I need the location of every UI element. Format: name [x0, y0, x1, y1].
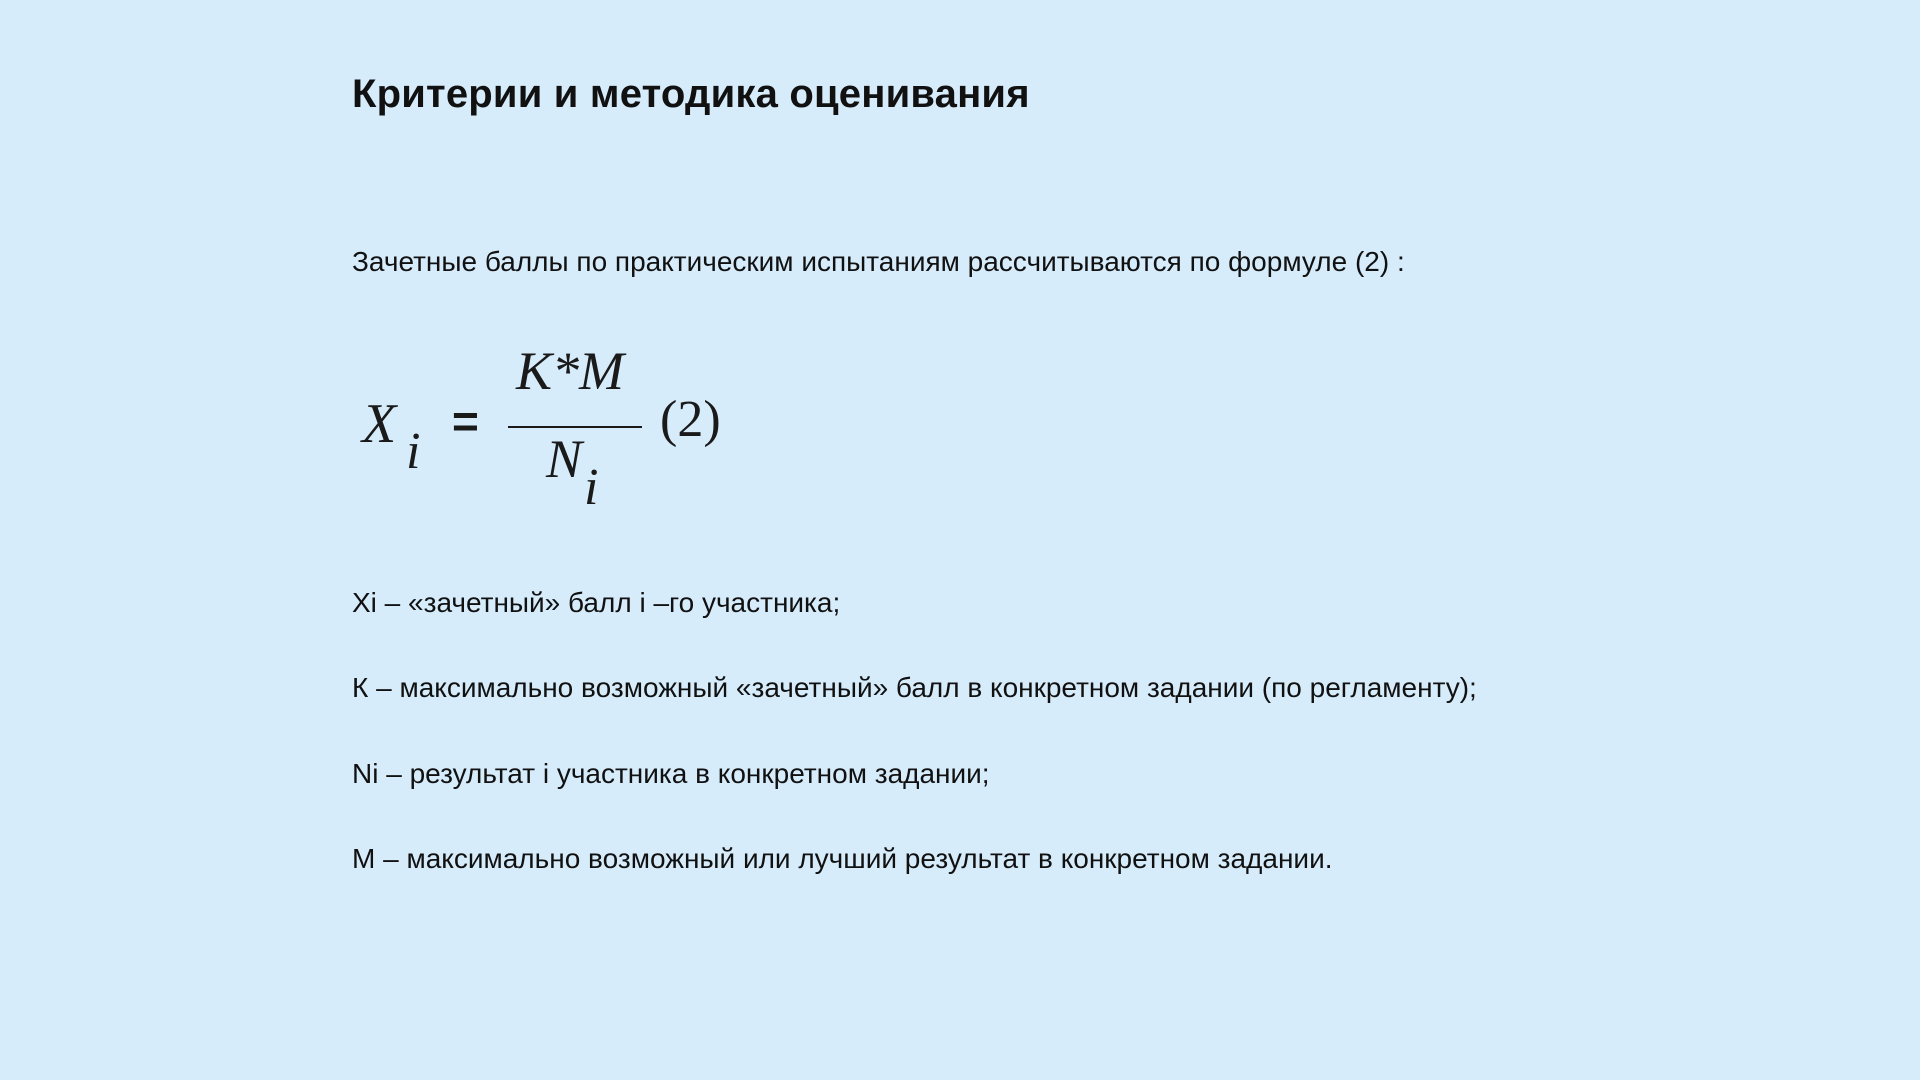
definition-xi: Xi – «зачетный» балл i –го участника; [352, 587, 841, 618]
formula-denominator-subscript: i [584, 459, 599, 516]
definition-m: М – максимально возможный или лучший результат в конкретном задании. [352, 843, 1333, 874]
formula-numerator: K*M [516, 341, 624, 401]
formula-denominator: N [546, 429, 583, 489]
formula-lhs-subscript: i [406, 423, 421, 480]
intro-text: Зачетные баллы по практическим испытаниям рассчитываются по формуле (2) : [352, 246, 1405, 277]
formula [352, 340, 772, 520]
slide-title: Критерии и методика оценивания [352, 72, 1030, 116]
formula-reference: (2) [660, 391, 721, 448]
formula-lhs: X [362, 393, 397, 455]
definition-ni: Ni – результат i участника в конкретном задании; [352, 758, 990, 789]
formula-equals: = [452, 395, 479, 447]
definition-k: К – максимально возможный «зачетный» балл в конкретном задании (по регламенту); [352, 672, 1477, 703]
